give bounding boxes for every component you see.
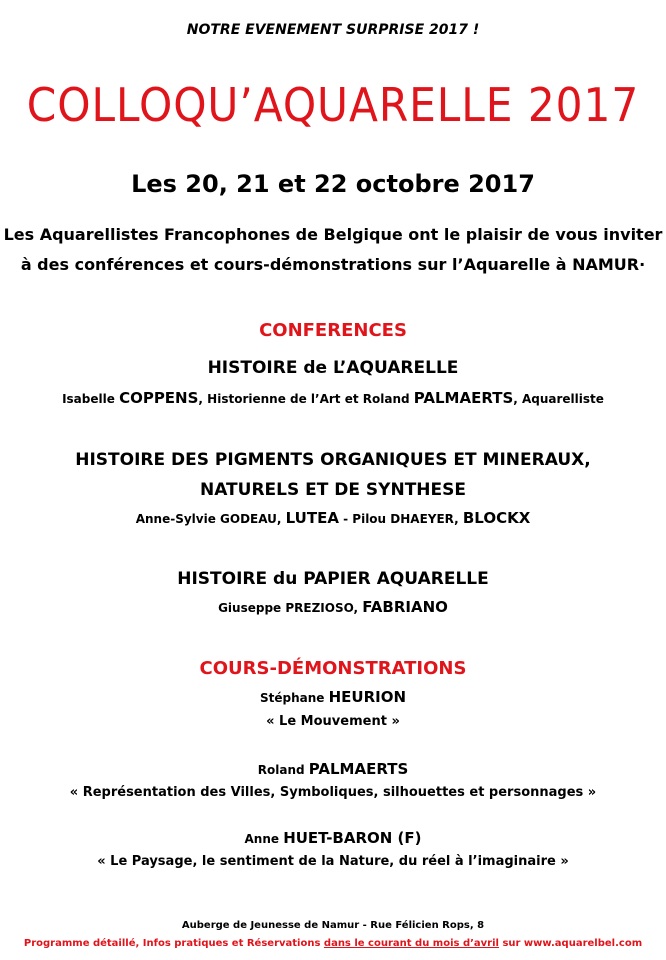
demo-1-artist: Stéphane HEURION [259,688,407,706]
conference-1-speakers: Isabelle COPPENS, Historienne de l’Art et Roland PALMAERTS, Aquarelliste [62,389,604,407]
event-title: COLLOQU’AQUARELLE 2017 [26,78,640,132]
demo-1-subject: « Le Mouvement » [266,714,400,729]
availability-note: dans le courant du mois d’avril [323,938,499,949]
demo-2-subject: « Représentation des Villes, Symboliques, silhouettes et personnages » [69,785,597,800]
intro-text [0,220,666,280]
conference-3-title: HISTOIRE du PAPIER AQUARELLE [177,569,489,589]
demonstrations-heading: COURS-DÉMONSTRATIONS [199,658,467,679]
conference-3-speakers: Giuseppe PREZIOSO, FABRIANO [218,598,448,616]
conference-2-speakers: Anne-Sylvie GODEAU, LUTEA - Pilou DHAEYER, BLOCKX [135,509,531,527]
intro-line-2: à des conférences et cours-démonstrations sur l’Aquarelle à NAMUR· [20,255,646,274]
surprise-heading: NOTRE EVENEMENT SURPRISE 2017 ! [186,22,480,38]
demo-3-artist: Anne HUET-BARON (F) [244,829,422,847]
conferences-heading: CONFERENCES [259,320,407,341]
event-dates: Les 20, 21 et 22 octobre 2017 [131,170,535,198]
demo-3-subject: « Le Paysage, le sentiment de la Nature, du réel à l’imaginaire » [97,854,569,869]
demo-2-artist: Roland PALMAERTS [257,760,409,778]
intro-line-1: Les Aquarellistes Francophones de Belgique ont le plaisir de vous inviter [3,225,663,244]
info-footer: Programme détaillé, Infos pratiques et Réservations dans le courant du mois d’avril sur www.aquarelbel.com [23,938,643,949]
venue-address: Auberge de Jeunesse de Namur - Rue Félicien Rops, 8 [181,920,485,931]
conference-2-title-line-2: NATURELS ET DE SYNTHESE [199,480,466,500]
conference-1-title: HISTOIRE de L’AQUARELLE [207,358,459,378]
conference-2-title-line-1: HISTOIRE DES PIGMENTS ORGANIQUES ET MINERAUX, [75,450,591,470]
